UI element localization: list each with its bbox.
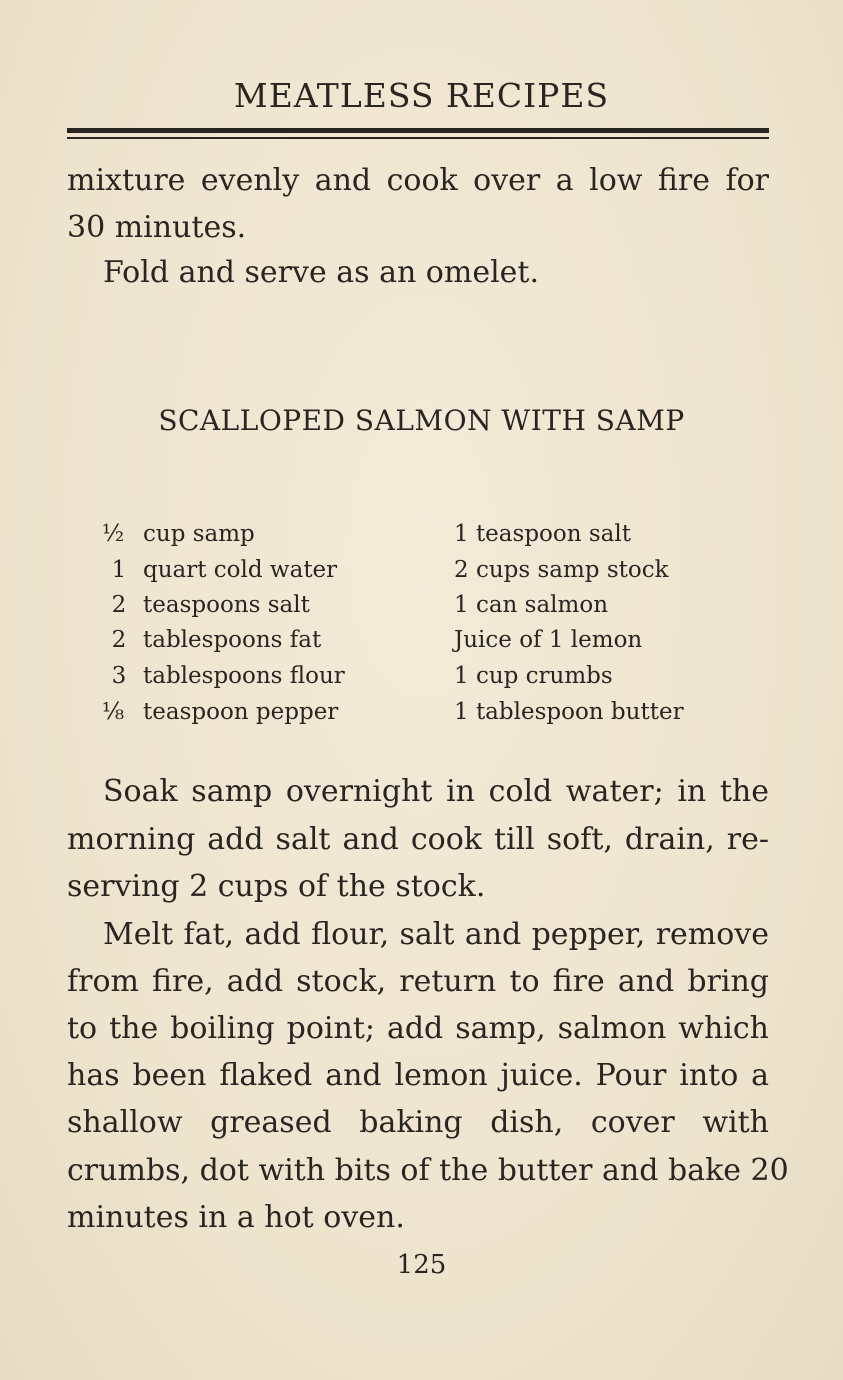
ingredient-text: teaspoons salt [143, 592, 310, 618]
intro-line: 30 minutes. [67, 210, 247, 245]
directions-line: minutes in a hot oven. [67, 1200, 405, 1235]
ingredient-qty: 2 [111, 592, 127, 618]
directions-line: has been flaked and lemon juice. Pour into a [67, 1058, 769, 1093]
directions-line: Melt fat, add flour, salt and pepper, remove [103, 917, 769, 952]
ingredient-qty: ⅛ [101, 699, 125, 725]
directions-line: morning add salt and cook till soft, drain, re- [67, 822, 769, 857]
ingredient-item: 1 tablespoon butter [454, 699, 684, 725]
intro-line: Fold and serve as an omelet. [103, 255, 540, 290]
header-rule-thick [67, 128, 769, 133]
ingredient-item: 1 cup crumbs [454, 663, 613, 689]
ingredient-qty: 2 [111, 627, 127, 653]
ingredient-item: 2 cups samp stock [454, 557, 669, 583]
ingredient-text: tablespoons flour [143, 663, 345, 689]
directions-line: from fire, add stock, return to fire and bring [67, 964, 769, 999]
ingredient-text: teaspoon pepper [143, 699, 339, 725]
ingredient-item: 1 teaspoon salt [454, 521, 631, 547]
recipe-title: SCALLOPED SALMON WITH SAMP [158, 404, 685, 437]
header-rule-thin [67, 137, 769, 139]
ingredient-text: cup samp [143, 521, 255, 547]
ingredient-qty: ½ [101, 521, 125, 547]
directions-line: serving 2 cups of the stock. [67, 869, 486, 904]
ingredient-item: Juice of 1 lemon [454, 627, 643, 653]
page-number: 125 [396, 1250, 447, 1280]
ingredient-qty: 1 [111, 557, 127, 583]
running-head: MEATLESS RECIPES [233, 76, 610, 115]
intro-line: mixture evenly and cook over a low fire for [67, 163, 769, 198]
ingredient-text: quart cold water [143, 557, 338, 583]
directions-line: shallow greased baking dish, cover with [67, 1105, 769, 1140]
directions-line: to the boiling point; add samp, salmon which [67, 1011, 769, 1046]
ingredient-item: 1 can salmon [454, 592, 609, 618]
ingredient-text: tablespoons fat [143, 627, 322, 653]
ingredient-qty: 3 [111, 663, 127, 689]
directions-line: Soak samp overnight in cold water; in the [103, 774, 769, 809]
directions-line: crumbs, dot with bits of the butter and bake 20 [67, 1153, 789, 1188]
